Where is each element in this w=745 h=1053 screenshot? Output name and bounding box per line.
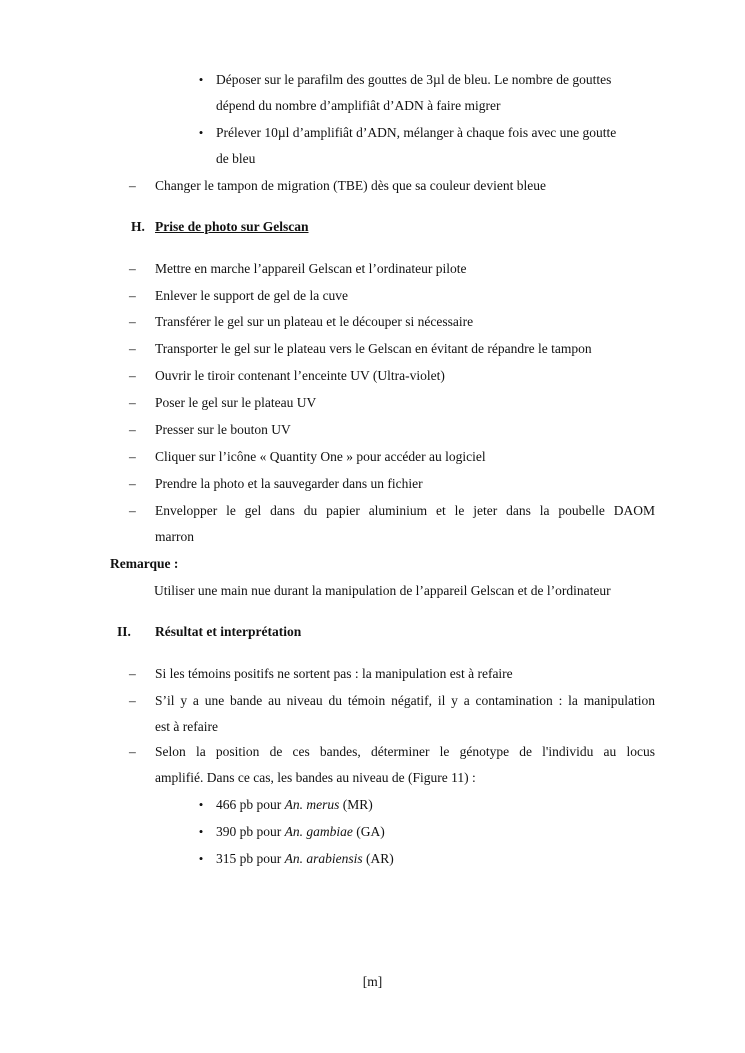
bullet-icon: • bbox=[198, 851, 204, 866]
list-item-continuation: marron bbox=[155, 529, 194, 544]
band-species: An. merus bbox=[284, 797, 340, 812]
dash-icon: – bbox=[129, 341, 136, 356]
band-species: An. gambiae bbox=[284, 824, 353, 839]
dash-icon: – bbox=[129, 261, 136, 276]
dash-icon: – bbox=[129, 503, 136, 518]
page-number: [m] bbox=[362, 974, 383, 989]
dash-icon: – bbox=[129, 666, 136, 681]
list-item: Mettre en marche l’appareil Gelscan et l’ordinateur pilote bbox=[155, 261, 467, 276]
bullet-text-line: dépend du nombre d’amplifiât d’ADN à faire migrer bbox=[216, 98, 501, 113]
dash-icon: – bbox=[129, 744, 136, 759]
band-size: 390 pb pour bbox=[216, 824, 285, 839]
list-item: Prendre la photo et la sauvegarder dans un fichier bbox=[155, 476, 423, 491]
section-title: Prise de photo sur Gelscan bbox=[155, 219, 309, 234]
bullet-icon: • bbox=[198, 72, 204, 87]
band-code: (AR) bbox=[362, 851, 394, 866]
list-item-continuation: amplifié. Dans ce cas, les bandes au niveau de (Figure 11) : bbox=[155, 770, 476, 785]
bullet-text-line: Déposer sur le parafilm des gouttes de 3µl de bleu. Le nombre de gouttes bbox=[216, 72, 612, 87]
list-item: Changer le tampon de migration (TBE) dès que sa couleur devient bleue bbox=[155, 178, 546, 193]
band-item bbox=[216, 823, 385, 841]
bullet-icon: • bbox=[198, 125, 204, 140]
dash-icon: – bbox=[129, 449, 136, 464]
dash-icon: – bbox=[129, 178, 136, 193]
band-size: 315 pb pour bbox=[216, 851, 285, 866]
list-item: Transférer le gel sur un plateau et le découper si nécessaire bbox=[155, 314, 474, 329]
list-item: Poser le gel sur le plateau UV bbox=[155, 395, 317, 410]
list-item: Transporter le gel sur le plateau vers le Gelscan en évitant de répandre le tampon bbox=[155, 341, 592, 356]
band-size: 466 pb pour bbox=[216, 797, 285, 812]
dash-icon: – bbox=[129, 368, 136, 383]
band-code: (GA) bbox=[352, 824, 385, 839]
section-number: H. bbox=[131, 219, 145, 234]
band-code: (MR) bbox=[339, 797, 373, 812]
section-title: Résultat et interprétation bbox=[155, 624, 302, 639]
list-item-continuation: est à refaire bbox=[155, 719, 218, 734]
list-item: Ouvrir le tiroir contenant l’enceinte UV (Ultra-violet) bbox=[155, 368, 445, 383]
list-item: S’il y a une bande au niveau du témoin négatif, il y a contamination : la manipulation bbox=[155, 693, 655, 708]
bullet-text-line: de bleu bbox=[216, 151, 256, 166]
remark-text: Utiliser une main nue durant la manipulation de l’appareil Gelscan et de l’ordinateur bbox=[154, 583, 611, 598]
list-item: Selon la position de ces bandes, déterminer le génotype de l'individu au locus bbox=[155, 744, 655, 759]
list-item: Enlever le support de gel de la cuve bbox=[155, 288, 349, 303]
band-species: An. arabiensis bbox=[284, 851, 363, 866]
list-item: Presser sur le bouton UV bbox=[155, 422, 291, 437]
list-item: Cliquer sur l’icône « Quantity One » pour accéder au logiciel bbox=[155, 449, 486, 464]
list-item: Si les témoins positifs ne sortent pas : la manipulation est à refaire bbox=[155, 666, 513, 681]
bullet-icon: • bbox=[198, 797, 204, 812]
dash-icon: – bbox=[129, 693, 136, 708]
dash-icon: – bbox=[129, 395, 136, 410]
remark-label: Remarque : bbox=[110, 556, 179, 571]
dash-icon: – bbox=[129, 422, 136, 437]
bullet-text-line: Prélever 10µl d’amplifiât d’ADN, mélanger à chaque fois avec une goutte bbox=[216, 125, 617, 140]
dash-icon: – bbox=[129, 314, 136, 329]
dash-icon: – bbox=[129, 476, 136, 491]
section-number: II. bbox=[117, 624, 131, 639]
dash-icon: – bbox=[129, 288, 136, 303]
list-item: Envelopper le gel dans du papier aluminium et le jeter dans la poubelle DAOM bbox=[155, 503, 655, 518]
bullet-icon: • bbox=[198, 824, 204, 839]
band-item bbox=[216, 850, 394, 868]
band-item bbox=[216, 796, 373, 814]
